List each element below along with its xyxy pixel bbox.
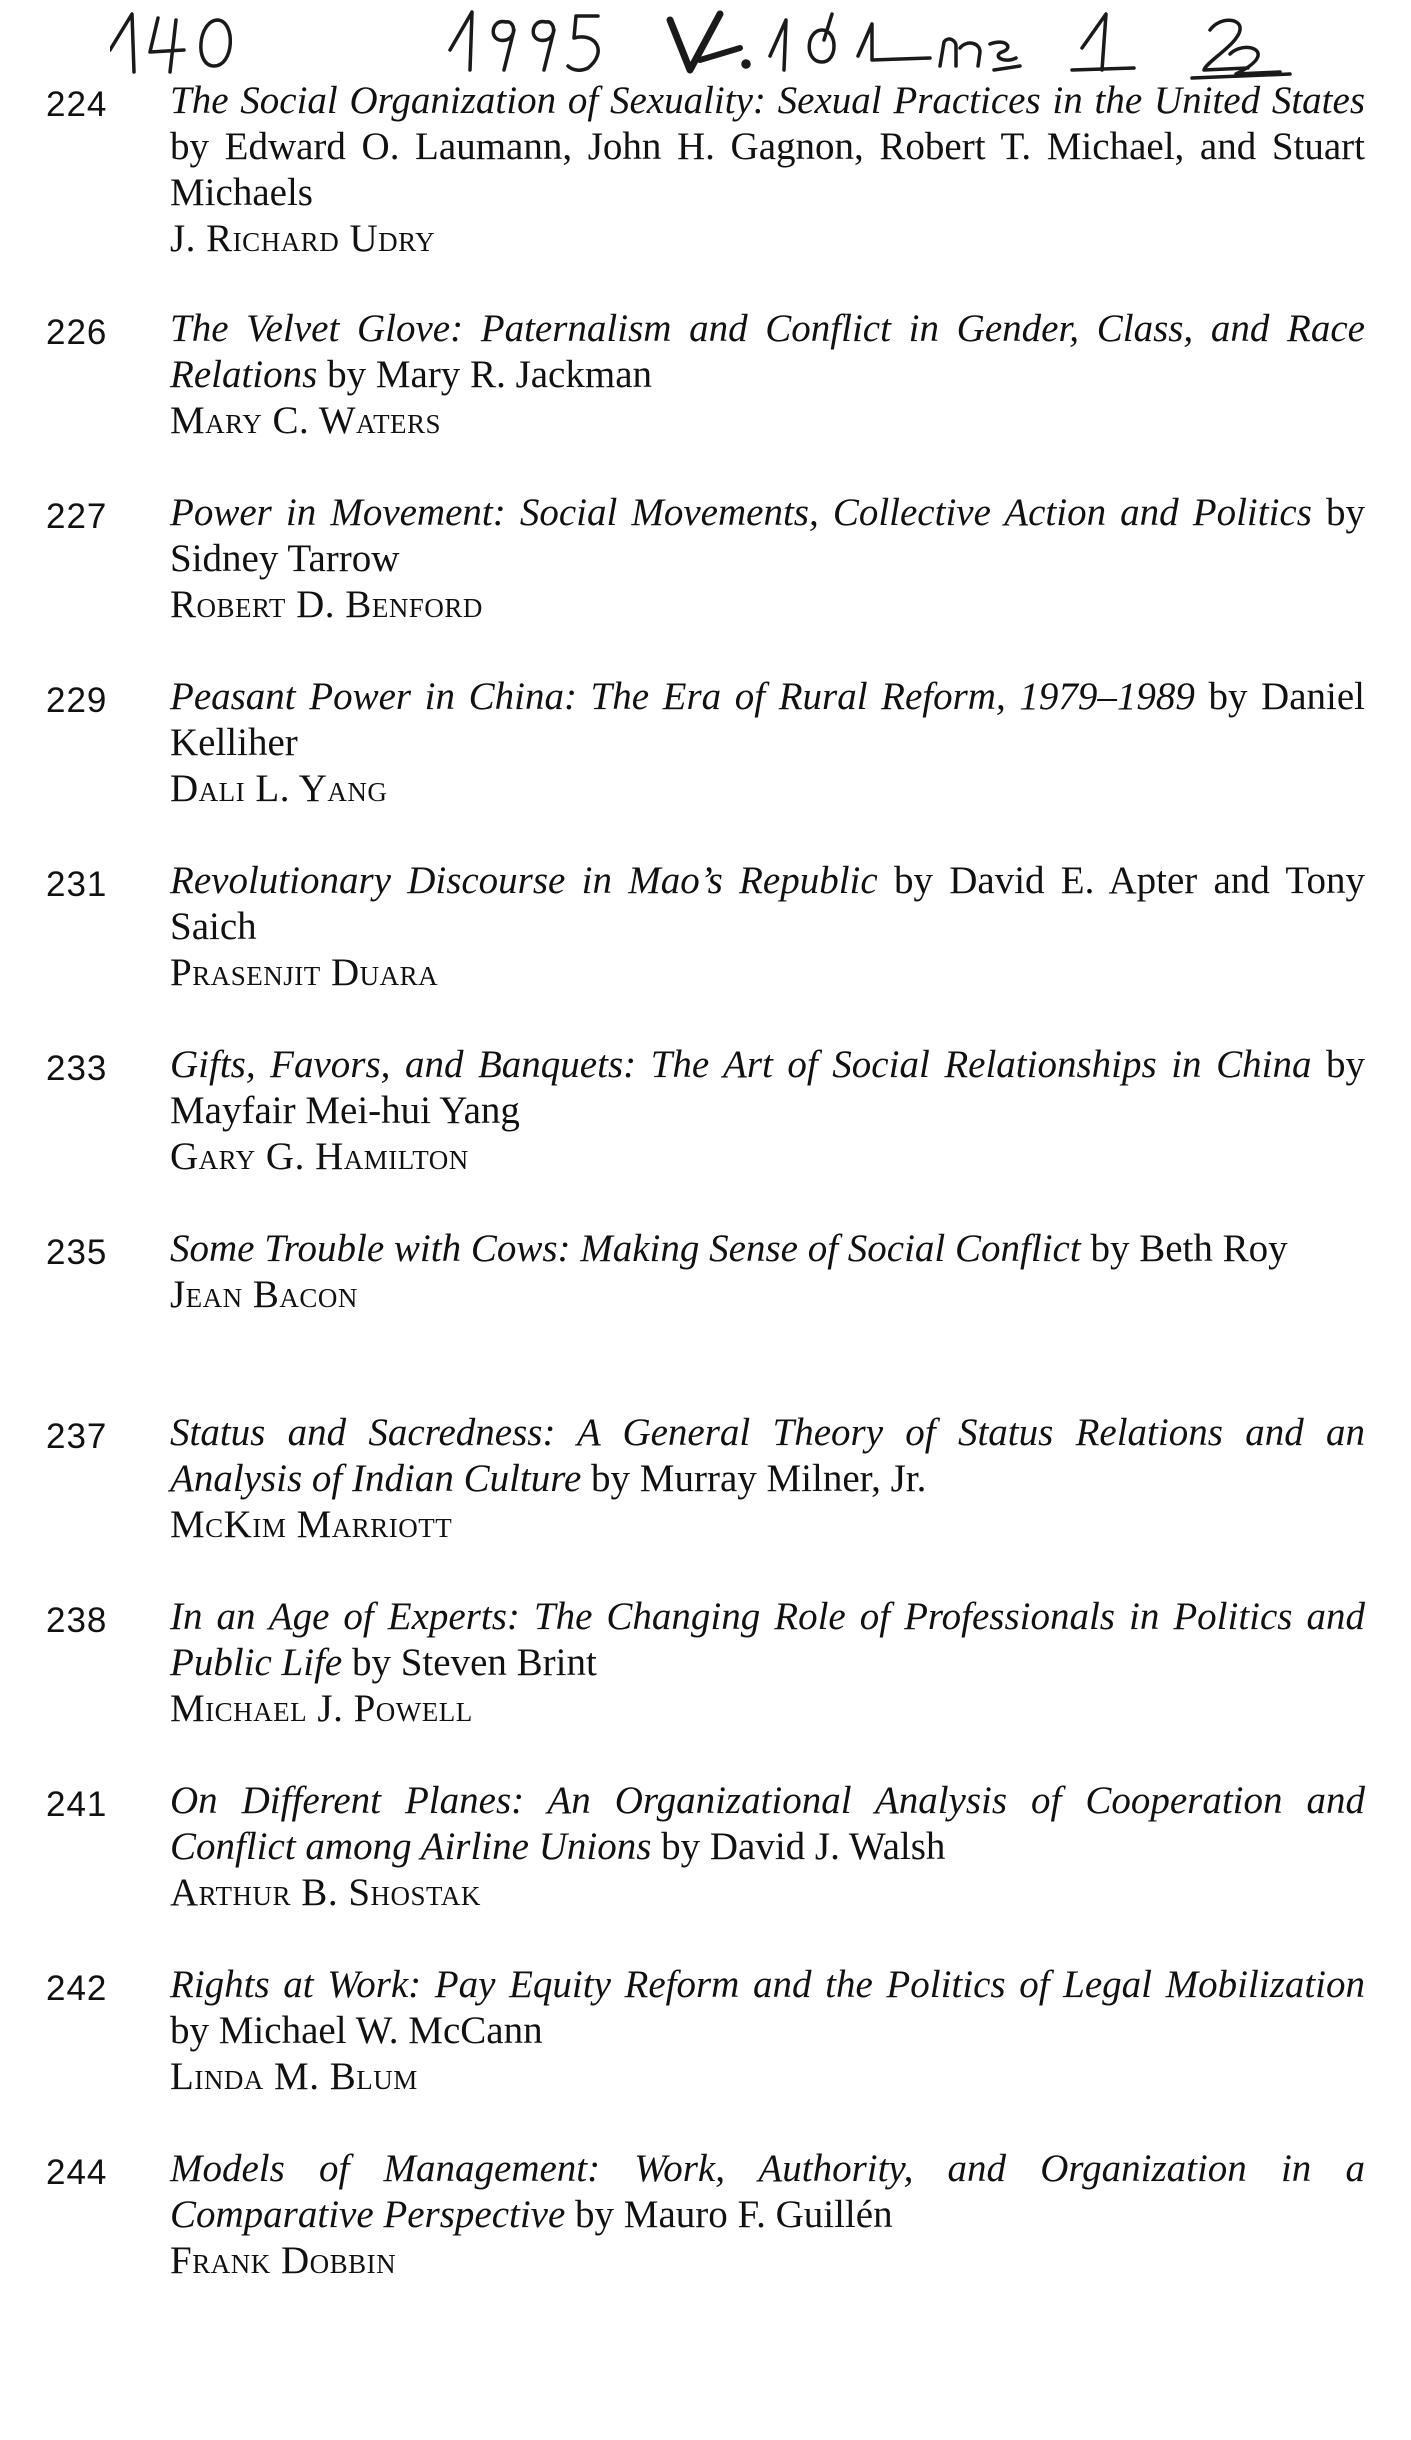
page-number: 235 bbox=[46, 1233, 108, 1272]
book-citation bbox=[170, 858, 1365, 950]
page-number: 237 bbox=[46, 1417, 108, 1456]
book-title: Models of Management: Work, Authority, and Organization in a Comparative Perspective bbox=[170, 2147, 1365, 2236]
book-citation bbox=[170, 78, 1365, 216]
book-authors: by Michael W. McCann bbox=[170, 2009, 543, 2052]
book-title: In an Age of Experts: The Changing Role of Professionals in Politics and Public Life bbox=[170, 1595, 1365, 1684]
book-citation bbox=[170, 674, 1365, 766]
review-citation-block bbox=[170, 490, 1365, 628]
review-citation-block bbox=[170, 858, 1365, 996]
review-citation-block bbox=[170, 674, 1365, 812]
handwritten-catalog-mark bbox=[110, 0, 1390, 80]
reviewer-name: Gary G. Hamilton bbox=[170, 1135, 469, 1178]
book-title: Revolutionary Discourse in Mao’s Republic bbox=[170, 859, 878, 902]
page-number: 229 bbox=[46, 681, 108, 720]
review-citation-block bbox=[170, 1226, 1365, 1318]
book-authors: by Murray Milner, Jr. bbox=[591, 1457, 927, 1500]
book-authors: by Mayfair Mei-hui Yang bbox=[170, 1043, 1366, 1132]
book-citation bbox=[170, 1226, 1365, 1272]
book-authors: by Sidney Tarrow bbox=[170, 491, 1366, 580]
book-citation bbox=[170, 2146, 1365, 2238]
reviewer-name: Dali L. Yang bbox=[170, 767, 388, 810]
book-title: Peasant Power in China: The Era of Rural Reform, 1979–1989 bbox=[170, 675, 1195, 718]
book-authors: by Beth Roy bbox=[1090, 1227, 1288, 1270]
book-citation bbox=[170, 1778, 1365, 1870]
book-title: Rights at Work: Pay Equity Reform and the Politics of Legal Mobilization bbox=[170, 1963, 1365, 2006]
book-authors: by Daniel Kelliher bbox=[170, 675, 1365, 764]
book-authors: by Edward O. Laumann, John H. Gagnon, Robert T. Michael, and Stuart Michaels bbox=[170, 125, 1365, 214]
book-title: Power in Movement: Social Movements, Collective Action and Politics bbox=[170, 491, 1312, 534]
book-title: On Different Planes: An Organizational Analysis of Cooperation and Conflict among Airline Unions bbox=[170, 1779, 1365, 1868]
book-citation bbox=[170, 306, 1365, 398]
reviewer-name: Frank Dobbin bbox=[170, 2239, 397, 2282]
page-number: 233 bbox=[46, 1049, 108, 1088]
page-number: 231 bbox=[46, 865, 108, 904]
review-citation-block bbox=[170, 1042, 1365, 1180]
page-number: 241 bbox=[46, 1785, 108, 1824]
reviewer-name: Michael J. Powell bbox=[170, 1687, 473, 1730]
page-number: 227 bbox=[46, 497, 108, 536]
reviewer-name: Prasenjit Duara bbox=[170, 951, 439, 994]
page-number: 244 bbox=[46, 2153, 108, 2192]
review-citation-block bbox=[170, 78, 1365, 262]
review-citation-block bbox=[170, 1778, 1365, 1916]
reviewer-name: Jean Bacon bbox=[170, 1273, 358, 1316]
book-authors: by David E. Apter and Tony Saich bbox=[170, 859, 1365, 948]
book-title: Some Trouble with Cows: Making Sense of Social Conflict bbox=[170, 1227, 1081, 1270]
reviewer-name: Linda M. Blum bbox=[170, 2055, 418, 2098]
review-citation-block bbox=[170, 1962, 1365, 2100]
book-authors: by Steven Brint bbox=[351, 1641, 597, 1684]
page-number: 238 bbox=[46, 1601, 108, 1640]
review-citation-block bbox=[170, 2146, 1365, 2284]
page-number: 242 bbox=[46, 1969, 108, 2008]
reviewer-name: J. Richard Udry bbox=[170, 217, 436, 260]
book-authors: by Mary R. Jackman bbox=[327, 353, 653, 396]
reviewer-name: McKim Marriott bbox=[170, 1503, 453, 1546]
book-authors: by Mauro F. Guillén bbox=[575, 2193, 893, 2236]
page-number: 226 bbox=[46, 313, 108, 352]
handwriting-stroke-drawing bbox=[110, 0, 1390, 80]
reviewer-name: Mary C. Waters bbox=[170, 399, 442, 442]
book-authors: by David J. Walsh bbox=[661, 1825, 946, 1868]
reviewer-name: Arthur B. Shostak bbox=[170, 1871, 481, 1914]
book-citation bbox=[170, 1410, 1365, 1502]
book-citation bbox=[170, 490, 1365, 582]
book-citation bbox=[170, 1962, 1365, 2054]
book-title: Gifts, Favors, and Banquets: The Art of Social Relationships in China bbox=[170, 1043, 1312, 1086]
review-citation-block bbox=[170, 306, 1365, 444]
book-citation bbox=[170, 1594, 1365, 1686]
book-title: The Velvet Glove: Paternalism and Conflict in Gender, Class, and Race Relations bbox=[170, 307, 1365, 396]
page-number: 224 bbox=[46, 85, 108, 124]
review-citation-block bbox=[170, 1410, 1365, 1548]
reviewer-name: Robert D. Benford bbox=[170, 583, 483, 626]
book-citation bbox=[170, 1042, 1365, 1134]
review-citation-block bbox=[170, 1594, 1365, 1732]
book-title: Status and Sacredness: A General Theory of Status Relations and an Analysis of Indian Culture bbox=[170, 1411, 1365, 1500]
book-title: The Social Organization of Sexuality: Sexual Practices in the United States bbox=[170, 79, 1365, 122]
